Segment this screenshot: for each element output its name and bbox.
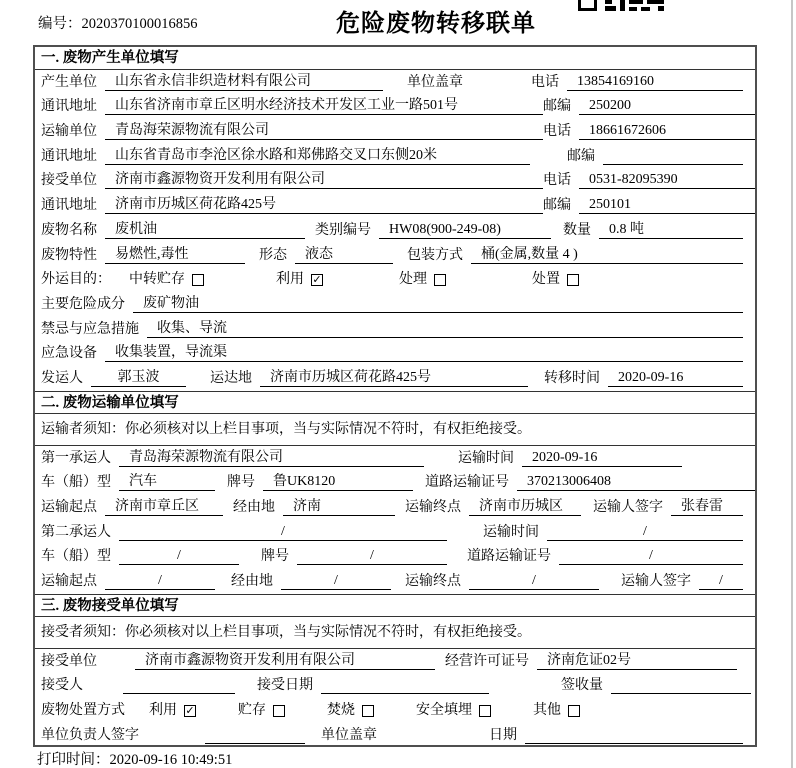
transporter-label: 运输单位 [41,124,97,140]
road-cert-value: 370213006408 [517,473,755,491]
checkbox-label: 处理 [399,272,427,288]
address-value: 山东省青岛市李沧区徐水路和郑佛路交叉口东侧20米 [105,147,530,165]
address-value: 山东省济南市章丘区明水经济技术开发区工业一路501号 [105,97,543,115]
phone-value: 18661672606 [579,122,755,140]
checkbox-label: 其他 [533,703,561,719]
address-value: 济南市历城区荷花路425号 [105,196,543,214]
route-via-value: / [281,572,391,590]
receive-unit-value: 济南市鑫源物资开发利用有限公司 [135,652,435,670]
route-via-label: 经由地 [231,574,273,590]
row-route2 [35,569,755,594]
receive-person-value [123,693,235,694]
category-label: 类别编号 [315,222,371,238]
receive-date-label: 接受日期 [257,678,313,694]
row-equipment [35,342,755,367]
checkbox-icon [568,705,580,717]
route-via-label: 经由地 [233,500,275,515]
destination-label: 运达地 [210,370,252,386]
qr-code-icon [578,0,664,11]
phone-label: 电话 [531,74,559,90]
row-receiver-address [35,193,755,218]
carrier1-value: 青岛海荣源物流有限公司 [119,449,424,467]
zip-label: 邮编 [543,99,571,115]
producer-value: 山东省永信非织造材料有限公司 [105,73,383,91]
purpose-option-transfer-storage [129,271,204,288]
zip-value: 250200 [579,97,755,115]
row-producer-address [35,95,755,120]
address-label: 通讯地址 [41,148,97,164]
row-disposal [35,698,755,723]
producer-label: 产生单位 [41,74,97,90]
disposal-option-incinerate [327,702,374,719]
traits-label: 废物特性 [41,247,97,263]
page-title: 危险废物转移联单 [336,11,536,37]
route-end-value: 济南市历城区 [469,498,581,516]
unit-seal-label: 单位盖章 [321,727,377,743]
route-start-label: 运输起点 [41,500,97,515]
transport-time-value: / [547,523,743,541]
route-start-label: 运输起点 [41,574,97,590]
waste-name-label: 废物名称 [41,222,97,238]
section1-header: 一. 废物产生单位填写 [35,47,755,70]
row-receipt [35,674,755,699]
section3-header: 三. 废物接受单位填写 [35,594,755,617]
route-end-value: / [469,572,599,590]
route-start-value: / [105,572,215,590]
receive-unit-label: 接受单位 [41,653,97,669]
license-value: 济南危证02号 [537,652,737,670]
zip-value: 250101 [579,196,755,214]
receive-person-label: 接受人 [41,678,83,694]
checkbox-icon [362,705,374,717]
row-route1 [35,495,755,520]
quantity-value: 0.8 吨 [599,221,743,239]
receiver-label: 接受单位 [41,173,97,189]
destination-value: 济南市历城区荷花路425号 [260,369,528,387]
road-cert-label: 道路运输证号 [467,549,551,565]
zip-value [603,164,743,165]
checkbox-label: 焚烧 [327,703,355,719]
transport-time-label: 运输时间 [483,524,539,540]
checkbox-icon [479,705,491,717]
address-label: 通讯地址 [41,198,97,214]
checkbox-label: 中转贮存 [129,272,185,288]
row-dispatch [35,366,755,391]
row-signoff [35,723,755,748]
checkbox-icon [567,274,579,286]
zip-label: 邮编 [543,198,571,214]
transporter-sign-label: 运输人签字 [593,500,663,515]
disposal-option-other [533,702,580,719]
emergency-label: 禁忌与应急措施 [41,321,139,337]
receipt-amount-label: 签收量 [561,678,603,694]
disposal-option-utilize [149,702,196,719]
carrier2-label: 第二承运人 [41,524,111,540]
address-label: 通讯地址 [41,99,97,115]
pack-value: 桶(金属,数量 4 ) [471,246,743,264]
hazard-label: 主要危险成分 [41,296,125,312]
category-value: HW08(900-249-08) [379,221,551,239]
transporter-sign-label: 运输人签字 [621,574,691,590]
transfer-form [33,45,757,747]
shipper-value: 郭玉波 [91,369,186,387]
checkbox-label: 利用 [149,703,177,719]
transfer-time-label: 转移时间 [544,370,600,386]
row-vehicle1 [35,471,755,496]
vehicle-type-label: 车（船）型 [41,549,111,565]
row-vehicle2 [35,545,755,570]
vehicle-type-value: / [119,547,239,565]
route-end-label: 运输终点 [405,500,461,515]
unit-seal-label: 单位盖章 [407,74,463,90]
row-transporter-address [35,144,755,169]
row-purpose [35,268,755,293]
disposal-option-store [238,702,285,719]
plate-label: 牌号 [227,475,255,491]
vehicle-type-label: 车（船）型 [41,475,111,491]
disposal-label: 废物处置方式 [41,703,125,719]
route-via-value: 济南 [283,498,395,516]
receipt-amount-value [611,693,751,694]
receive-date-value [321,693,489,694]
road-cert-value: / [559,547,743,565]
receiver-notice: 接受者须知：你必须核对以上栏目事项，当与实际情况不符时，有权拒绝接受。 [35,617,755,649]
row-receive-unit [35,649,755,674]
transporter-value: 青岛海荣源物流有限公司 [105,122,543,140]
row-transporter [35,119,755,144]
serial-value: 2020370100016856 [81,16,198,32]
form-label: 形态 [259,247,287,263]
zip-label: 邮编 [567,148,595,164]
checkbox-icon [192,274,204,286]
row-carrier1 [35,446,755,471]
phone-value: 0531-82095390 [579,171,755,189]
row-receiver [35,169,755,194]
print-time-value: 2020-09-16 10:49:51 [109,752,233,768]
purpose-label: 外运目的： [41,272,111,288]
checkbox-icon [434,274,446,286]
license-label: 经营许可证号 [445,653,529,669]
checkbox-label: 贮存 [238,703,266,719]
phone-label: 电话 [543,124,571,140]
document-header [0,0,796,45]
checkbox-checked-icon: ✓ [185,703,195,717]
pack-label: 包装方式 [407,247,463,263]
disposal-option-landfill [416,702,491,719]
plate-value: 鲁UK8120 [263,473,413,491]
date-value [525,743,743,744]
checkbox-label: 利用 [276,272,304,288]
checkbox-checked-icon: ✓ [312,272,322,286]
carrier2-value: / [119,523,447,541]
row-waste-name [35,218,755,243]
print-time-label: 打印时间： [37,752,110,768]
transfer-time-value: 2020-09-16 [608,369,743,387]
quantity-label: 数量 [563,222,591,238]
serial-label: 编号： [38,16,82,32]
plate-label: 牌号 [261,549,289,565]
checkbox-label: 安全填埋 [416,703,472,719]
shipper-label: 发运人 [41,370,83,386]
row-waste-traits [35,243,755,268]
print-time [37,748,232,768]
hazard-value: 废矿物油 [133,295,743,313]
route-start-value: 济南市章丘区 [105,498,223,516]
transporter-notice: 运输者须知：你必须核对以上栏目事项，当与实际情况不符时，有权拒绝接受。 [35,414,755,446]
plate-value: / [297,547,447,565]
page-edge-divider [791,0,793,768]
row-hazard [35,292,755,317]
responsible-sign-label: 单位负责人签字 [41,727,139,743]
purpose-option-treat [399,271,446,288]
road-cert-label: 道路运输证号 [425,475,509,491]
checkbox-label: 处置 [532,272,560,288]
receiver-value: 济南市鑫源物资开发利用有限公司 [105,171,543,189]
section2-header: 二. 废物运输单位填写 [35,391,755,414]
traits-value: 易燃性,毒性 [105,246,245,264]
checkbox-icon [273,705,285,717]
phone-label: 电话 [543,173,571,189]
emergency-value: 收集、导流 [147,320,743,338]
row-carrier2 [35,520,755,545]
row-producer [35,70,755,95]
transporter-sign-value: 张春雷 [671,498,743,516]
route-end-label: 运输终点 [405,574,461,590]
transporter-sign-value: / [699,572,743,590]
carrier1-label: 第一承运人 [41,450,111,466]
row-emergency [35,317,755,342]
equipment-value: 收集装置，导流渠 [105,344,743,362]
equipment-label: 应急设备 [41,346,97,362]
responsible-sign-value [205,743,305,744]
vehicle-type-value: 汽车 [119,473,215,491]
transport-time-label: 运输时间 [458,450,514,466]
form-value: 液态 [295,246,393,264]
transport-time-value: 2020-09-16 [522,449,682,467]
date-label: 日期 [489,727,517,743]
phone-value: 13854169160 [567,73,743,91]
purpose-option-utilize [276,271,323,288]
purpose-option-dispose [532,271,579,288]
waste-name-value: 废机油 [105,221,305,239]
